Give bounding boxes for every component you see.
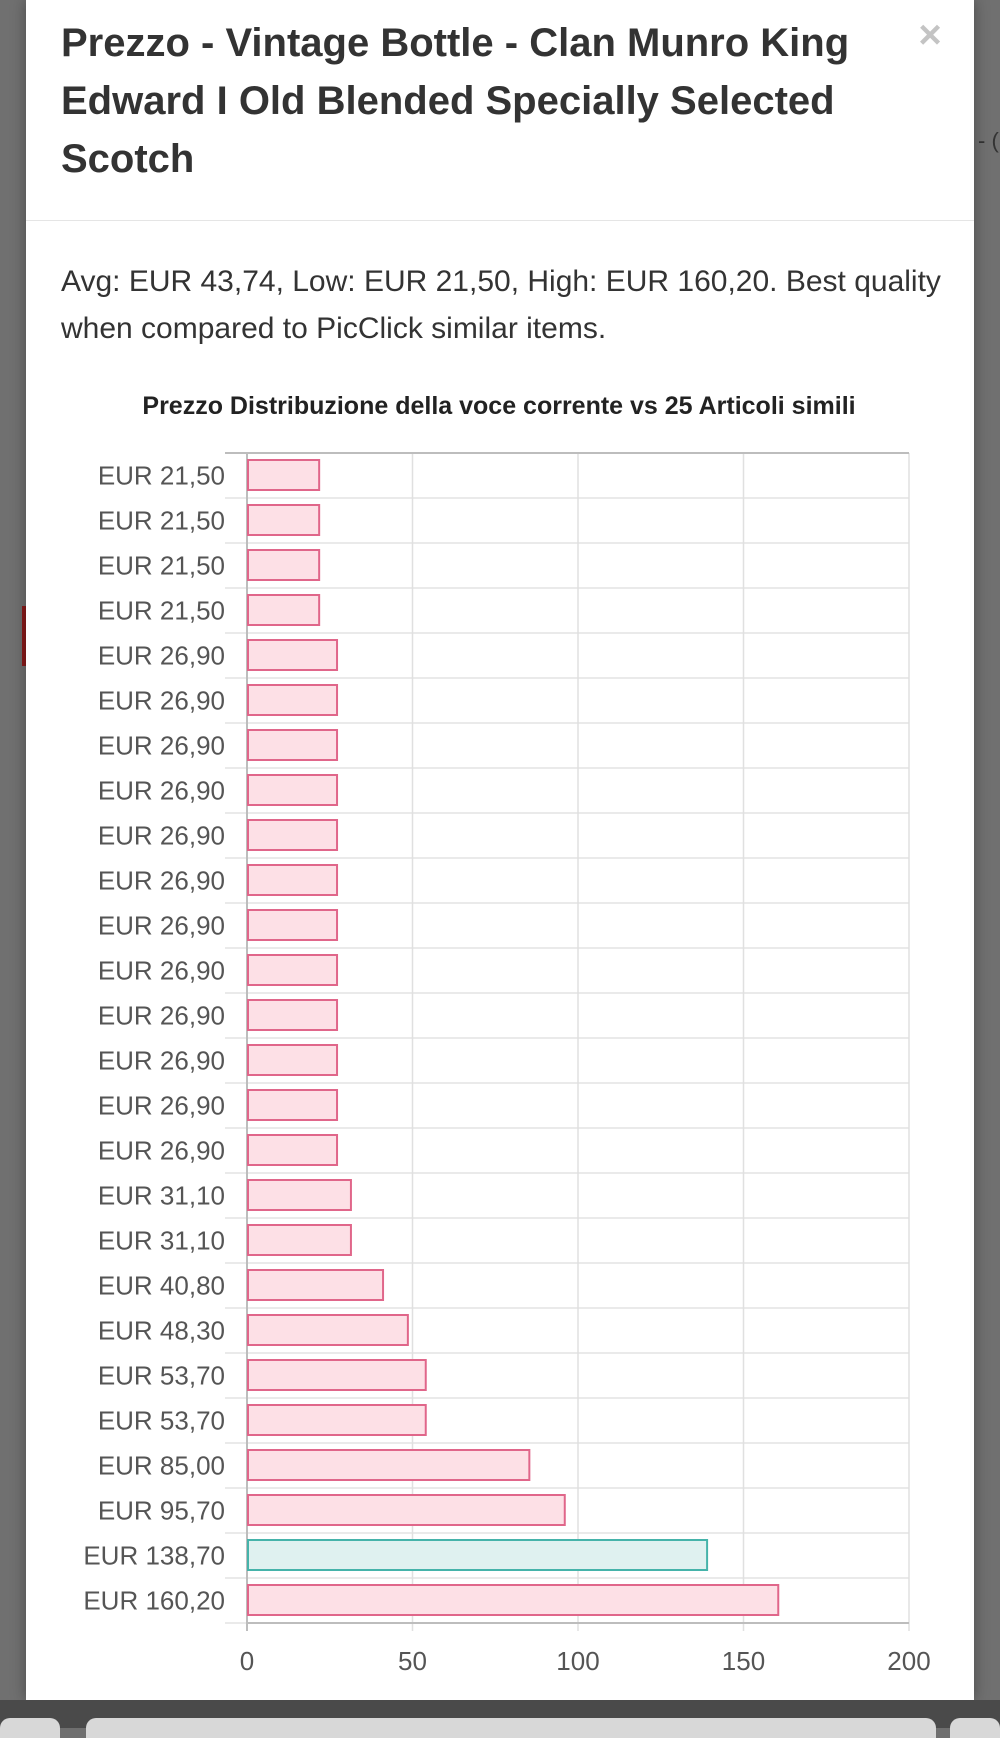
category-label: EUR 26,90 xyxy=(97,820,225,851)
category-label: EUR 40,80 xyxy=(97,1270,225,1301)
category-label: EUR 21,50 xyxy=(97,505,225,536)
bar xyxy=(248,1180,351,1210)
category-label: EUR 160,20 xyxy=(83,1585,225,1616)
category-label: EUR 26,90 xyxy=(97,730,225,761)
category-label: EUR 26,90 xyxy=(97,1000,225,1031)
bar xyxy=(248,1135,337,1165)
category-label: EUR 53,70 xyxy=(97,1360,225,1391)
x-tick-label: 200 xyxy=(887,1646,931,1676)
bar xyxy=(248,1090,337,1120)
bar xyxy=(248,1315,408,1345)
bar xyxy=(248,775,337,805)
bar xyxy=(248,505,319,535)
bar-current-item xyxy=(248,1540,707,1570)
bar xyxy=(248,730,337,760)
bar xyxy=(248,1450,529,1480)
x-tick-label: 50 xyxy=(398,1646,427,1676)
x-tick-label: 150 xyxy=(721,1646,766,1676)
category-label: EUR 53,70 xyxy=(97,1405,225,1436)
bottom-tab xyxy=(950,1718,1000,1738)
bar xyxy=(248,550,319,580)
category-label: EUR 31,10 xyxy=(97,1225,225,1256)
category-label: EUR 26,90 xyxy=(97,640,225,671)
bottom-tab xyxy=(86,1718,936,1738)
category-label: EUR 26,90 xyxy=(97,775,225,806)
bar xyxy=(248,460,319,490)
bar xyxy=(248,1270,383,1300)
category-label: EUR 138,70 xyxy=(83,1540,225,1571)
bar xyxy=(248,1045,337,1075)
category-label: EUR 26,90 xyxy=(97,1135,225,1166)
category-label: EUR 85,00 xyxy=(97,1450,225,1481)
category-label: EUR 26,90 xyxy=(97,685,225,716)
x-tick-label: 0 xyxy=(239,1646,255,1676)
bar xyxy=(248,685,337,715)
bar xyxy=(248,1585,778,1615)
category-label: EUR 26,90 xyxy=(97,1090,225,1121)
x-tick-label: 100 xyxy=(556,1646,600,1676)
category-label: EUR 26,90 xyxy=(97,910,225,941)
background-fragment: - ( xyxy=(978,128,999,153)
category-label: EUR 26,90 xyxy=(97,865,225,896)
close-button[interactable]: × xyxy=(918,13,942,57)
price-modal xyxy=(26,0,974,1700)
category-label: EUR 31,10 xyxy=(97,1180,225,1211)
bar xyxy=(248,1225,351,1255)
bar xyxy=(248,1405,426,1435)
modal-title: Prezzo - Vintage Bottle - Clan Munro King Edward I Old Blended Specially Selected Scotch xyxy=(61,21,850,181)
bar xyxy=(248,595,319,625)
price-distribution-chart xyxy=(26,390,974,1690)
bar xyxy=(248,910,337,940)
bar xyxy=(248,820,337,850)
bar xyxy=(248,1000,337,1030)
category-label: EUR 21,50 xyxy=(97,460,225,491)
bar xyxy=(248,1495,565,1525)
category-label: EUR 26,90 xyxy=(97,955,225,986)
category-label: EUR 26,90 xyxy=(97,1045,225,1076)
modal-header xyxy=(26,0,974,221)
category-label: EUR 21,50 xyxy=(97,595,225,626)
chart-title: Prezzo Distribuzione della voce corrente vs 25 Articoli simili xyxy=(142,392,856,420)
price-summary: Avg: EUR 43,74, Low: EUR 21,50, High: EUR 160,20. Best quality when compared to PicClick similar items. xyxy=(61,265,941,345)
bar xyxy=(248,640,337,670)
category-label: EUR 95,70 xyxy=(97,1495,225,1526)
bar xyxy=(248,865,337,895)
bottom-tab xyxy=(0,1718,60,1738)
category-label: EUR 48,30 xyxy=(97,1315,225,1346)
bar xyxy=(248,955,337,985)
bar xyxy=(248,1360,426,1390)
category-label: EUR 21,50 xyxy=(97,550,225,581)
